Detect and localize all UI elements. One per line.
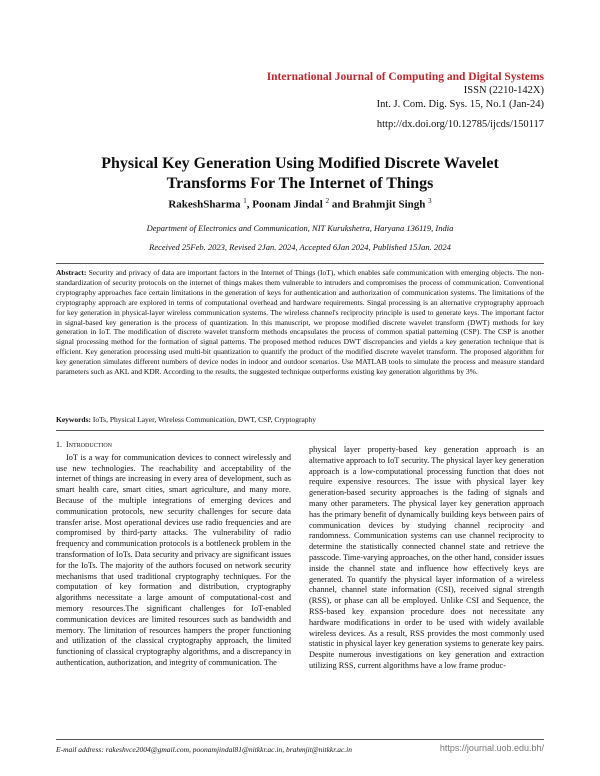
author-name: Poonam Jindal — [252, 198, 323, 211]
author-separator: , — [246, 198, 253, 211]
abstract-label: Abstract: — [56, 268, 87, 277]
journal-issn: ISSN (2210-142X) — [463, 85, 544, 96]
author-conjunction: and — [329, 198, 353, 211]
abstract-text: Security and privacy of data are important factors in the Internet of Things (IoT), which enables safe communication with emerging objects. The non-standardization of security protocols on the internet of things makes them vulnerable to intruders and compromises the process of communication. Conventional cryptography approaches face certain limitations in the generation of keys for authentication and authorization of communication systems. The limitations of the cryptography approach are explored in terms of computational overhead and hardware requirements. Singal processing is an alternative cryptography approach for key generation in physical-layer wireless communication systems. The wireless channel's reciprocity principle is used to generate keys. The important factor in signal-based key generation is the process of quantization. In this manuscript, we propose modified discrete wavelet transform (DWT) methods for key generation in IoT. The modification of discrete wavelet transform methods encapsulates the process of common spatial patterning (CSP). The CSP is another signal processing method for the formation of signal patterns. The proposed method reduces DWT discrepancies and yields a key generation technique that is efficient. Key generation processing used multi-bit quantization to quantify the product of the modified discrete wavelet transform. The proposed algorithm for key generation simulates different numbers of device nodes in indoor and outdoor scenarios. Use MATLAB tools to simulate the process and measure standard parameters such as AKL and KDR. According to the results, the suggested technique outperforms existing key generation algorithms by 3%. — [56, 268, 544, 377]
right-column — [309, 445, 544, 672]
email-addresses: E-mail address: rakeshvce2004@gmail.com, poonamjindal81@nitkkr.ac.in, brahmjit@nitkkr.ac.in — [56, 745, 353, 754]
section-title: Introduction — [66, 440, 112, 449]
journal-citation: Int. J. Com. Dig. Sys. 15, No.1 (Jan-24) — [376, 99, 544, 110]
author-affiliation-mark: 2 — [325, 197, 330, 205]
keywords — [56, 415, 544, 424]
intro-paragraph-right: physical layer property-based key generation approach is an alternative approach to IoT security. The physical layer key generation approach is a low-computational processing function that does not require expensive resources. The issue with physical layer key generation-based security approaches is the fading of signals and many other parameters. The physical layer key generation approach has the primary benefit of dynamically building keys between pairs of communication devices by studying channel reciprocity and randomness. Communication systems can use channel reciprocity to determine the statistically connected channel state and retrieve the passcode. Time-varying approaches, on the other hand, consider issues inside the channel state and influence how effectively keys are generated. To quantify the physical layer information of a wireless channel, channel state information (CSI), received signal strength (RSS), or phase can all be employed. Unlike CSI and Sequence, the RSS-based key expansion procedure does not necessitate any hardware modifications in order to be used with widely available wireless devices. As a result, RSS provides the most commonly used statistic in physical layer key generation systems to generate key pairs. Despite numerous investigations on key generation and extraction utilizing RSS, current algorithms have a low frame produc- — [309, 445, 544, 670]
intro-paragraph-left: IoT is a way for communication devices to connect wirelessly and use new technologies. The reachability and acceptability of the internet of things are increasing in every area of development, such as smart health care, smart cities, smart agriculture, and many more. Because of the multiple integrations of emerging devices and communication protocols, new security challenges for secure data transfer arise. Most operational devices use radio frequencies and are compromised by third-party attacks. The vulnerability of radio frequency and communication protocols is a bottleneck problem in the transformation of IoTs. Data security and privacy are significant issues for the IoTs. The majority of the authors focused on network security mechanisms that used traditional cryptography techniques. For the computation of key formation and distribution, cryptography algorithms necessitate a large amount of computational-cost and memory resources.The significant challenges for IoT-enabled communication devices are limited resources such as bandwidth and memory. The limitation of resources hampers the proper functioning and utilization of the classical cryptography approach, the limited functioning of classical cryptography algorithms, and a discrepancy in authentication, authorization, and integrity of communication. The — [56, 452, 291, 667]
paper-title: Physical Key Generation Using Modified Discrete Wavelet Transforms For The Internet of Things — [101, 155, 499, 192]
journal-header — [267, 70, 544, 112]
doi-link[interactable]: http://dx.doi.org/10.12785/ijcds/150117 — [376, 119, 544, 130]
author-affiliation-mark: 3 — [428, 197, 432, 205]
keywords-label: Keywords: — [56, 415, 91, 424]
abstract — [56, 268, 544, 377]
author-name: RakeshSharma — [168, 198, 241, 211]
left-column — [56, 440, 291, 669]
abstract-bottom-rule — [56, 430, 544, 431]
keywords-text: IoTs, Physical Layer, Wireless Communication, DWT, CSP, Cryptography — [92, 415, 317, 424]
journal-url[interactable]: https://journal.uob.edu.bh/ — [439, 743, 544, 753]
journal-name: International Journal of Computing and Digital Systems — [266, 71, 544, 83]
abstract-top-rule — [56, 263, 544, 264]
affiliation: Department of Electronics and Communication, NIT Kurukshetra, Haryana 136119, India — [146, 223, 454, 233]
author-list — [60, 197, 540, 211]
publication-dates: Received 25Feb. 2023, Revised 2Jan. 2024, Accepted 6Jan 2024, Published 15Jan. 2024 — [149, 242, 451, 252]
section-heading — [56, 440, 291, 451]
footer-rule — [56, 739, 544, 740]
author-affiliation-mark: 1 — [243, 197, 247, 205]
section-number: 1. — [56, 440, 62, 449]
author-name: Brahmjit Singh — [352, 198, 426, 211]
